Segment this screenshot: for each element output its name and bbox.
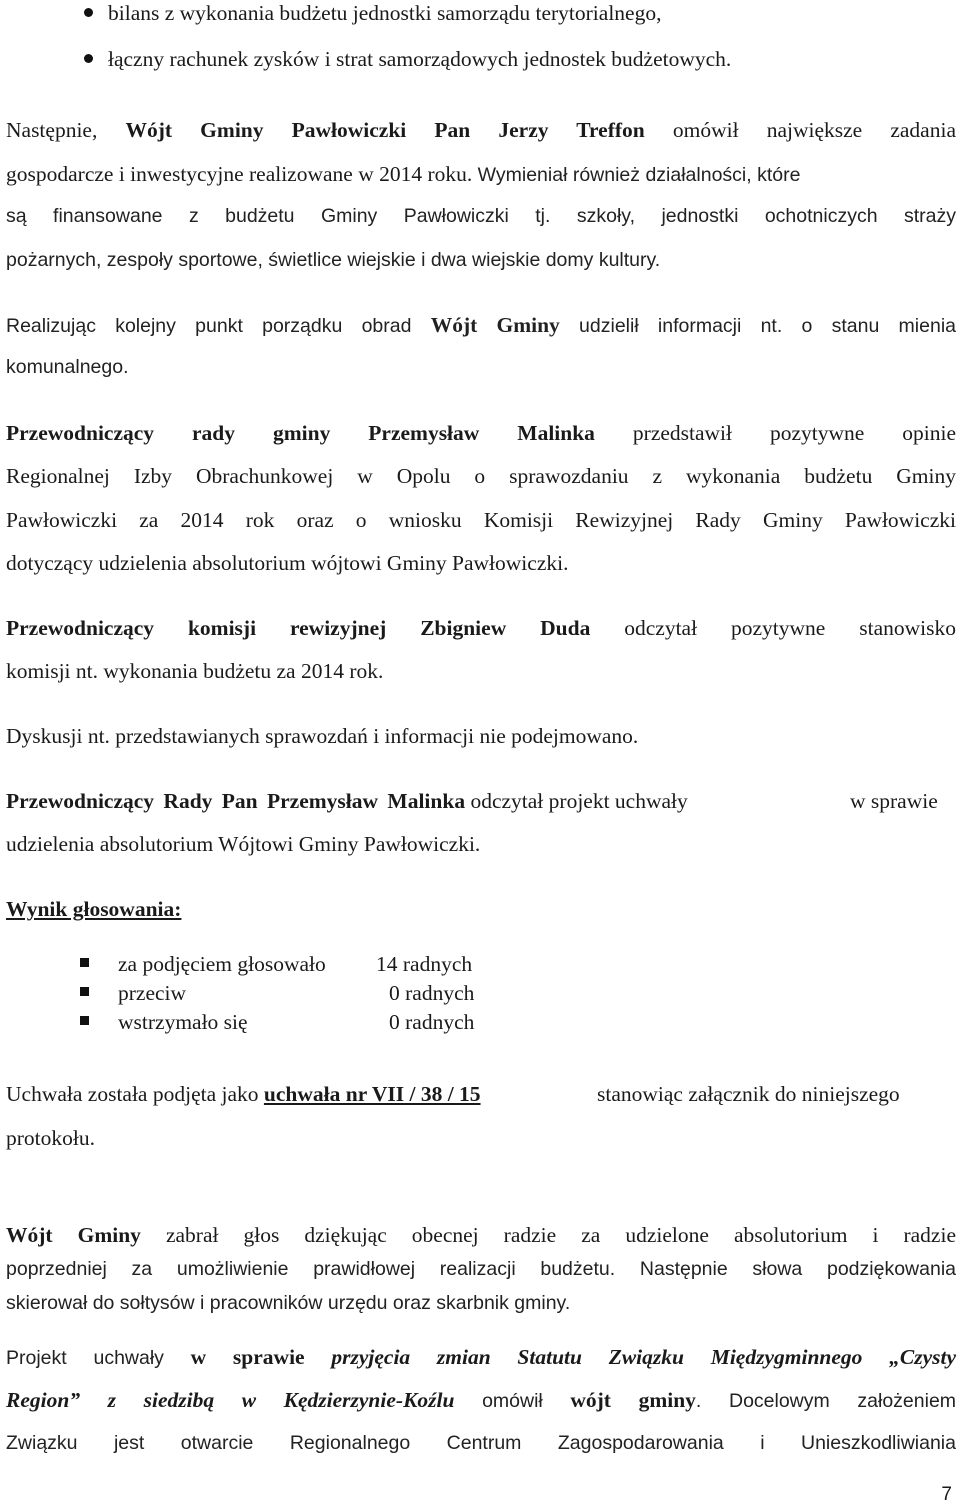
paragraph-line: udzielenia absolutorium Wójtowi Gminy Pawłowiczki. xyxy=(6,832,481,856)
page-number: 7 xyxy=(941,1484,952,1505)
paragraph-line xyxy=(6,1225,956,1247)
resolution-number: uchwała nr VII / 38 / 15 xyxy=(263,1082,481,1106)
square-bullet-icon xyxy=(80,958,89,967)
text-span: w sprawie xyxy=(190,1345,305,1369)
paragraph-line: komunalnego. xyxy=(6,356,129,378)
vote-value: 0 radnych xyxy=(389,981,475,1005)
paragraph-line xyxy=(6,1084,481,1106)
paragraph-line: komisji nt. wykonania budżetu za 2014 rok. xyxy=(6,659,384,683)
text-span: . Docelowym założeniem xyxy=(695,1390,957,1412)
paragraph-line xyxy=(6,120,956,142)
text-span: odczytał projekt uchwały xyxy=(470,789,688,813)
text-span: udzielił informacji nt. o stanu mienia xyxy=(579,315,957,337)
list-item: bilans z wykonania budżetu jednostki samorządu terytorialnego, xyxy=(108,1,662,25)
text-span: omówił największe zadania xyxy=(672,118,956,142)
bullet-dot-icon xyxy=(84,54,93,63)
text-span: Wymieniał również działalności, które xyxy=(477,164,801,186)
project-title: przyjęcia zmian Statutu Związku Międzygminnego „Czysty xyxy=(331,1345,957,1369)
paragraph-line: Pawłowiczki za 2014 rok oraz o wniosku Komisji Rewizyjnej Rady Gminy Pawłowiczki xyxy=(6,508,956,532)
paragraph-line: Dyskusji nt. przedstawianych sprawozdań i informacji nie podejmowano. xyxy=(6,724,639,748)
bullet-dot-icon xyxy=(84,8,93,17)
paragraph-line xyxy=(6,1347,956,1369)
text-span: stanowiąc załącznik do niniejszego xyxy=(597,1082,900,1106)
paragraph-line xyxy=(6,1390,956,1412)
text-span: Realizując kolejny punkt porządku obrad xyxy=(6,315,412,337)
paragraph-line xyxy=(6,618,956,640)
text-span: w sprawie xyxy=(850,789,938,813)
vote-value: 14 radnych xyxy=(376,952,473,976)
mayor-label: wójt gminy xyxy=(570,1388,696,1412)
text-span: omówił xyxy=(482,1390,543,1412)
vote-value: 0 radnych xyxy=(389,1010,475,1034)
paragraph-line: dotyczący udzielenia absolutorium wójtowi Gminy Pawłowiczki. xyxy=(6,551,569,575)
text-span: przedstawił pozytywne opinie xyxy=(632,421,957,445)
paragraph-line xyxy=(6,791,688,813)
vote-label: za podjęciem głosowało xyxy=(118,952,326,976)
committee-chair-name: Przewodniczący komisji rewizyjnej Zbigniew Duda xyxy=(6,616,591,640)
paragraph-line xyxy=(6,423,956,445)
vote-label: wstrzymało się xyxy=(118,1010,248,1034)
paragraph-line: protokołu. xyxy=(6,1126,95,1150)
mayor-label: Wójt Gminy xyxy=(6,1223,141,1247)
paragraph-line xyxy=(6,315,956,337)
square-bullet-icon xyxy=(80,987,89,996)
chairman-name: Przewodniczący Rady Pan Przemysław Malinka xyxy=(6,789,466,813)
vote-label: przeciw xyxy=(118,981,187,1005)
paragraph-line: Regionalnej Izby Obrachunkowej w Opolu o sprawozdaniu z wykonania budżetu Gminy xyxy=(6,464,956,488)
paragraph-line: Związku jest otwarcie Regionalnego Centrum Zagospodarowania i Unieszkodliwiania xyxy=(6,1432,956,1454)
mayor-label: Wójt Gminy xyxy=(430,313,560,337)
project-title: Region” z siedzibą w Kędzierzynie-Koźlu xyxy=(6,1388,455,1412)
text-span: odczytał pozytywne stanowisko xyxy=(624,616,956,640)
paragraph-line xyxy=(6,164,956,186)
chairman-name: Przewodniczący rady gminy Przemysław Malinka xyxy=(6,421,595,445)
paragraph-line: poprzedniej za umożliwienie prawidłowej realizacji budżetu. Następnie słowa podziękowania xyxy=(6,1258,956,1280)
text-span: Uchwała została podjęta jako xyxy=(6,1082,259,1106)
list-item: łączny rachunek zysków i strat samorządowych jednostek budżetowych. xyxy=(108,47,732,71)
text-span: zabrał głos dziękując obecnej radzie za udzielone absolutorium i radzie xyxy=(165,1223,956,1247)
text-group xyxy=(570,1388,956,1412)
text-span: Następnie, xyxy=(6,118,98,142)
paragraph-line: są finansowane z budżetu Gminy Pawłowiczki tj. szkoły, jednostki ochotniczych straży xyxy=(6,205,956,227)
paragraph-line: pożarnych, zespoły sportowe, świetlice wiejskie i dwa wiejskie domy kultury. xyxy=(6,249,661,271)
paragraph-line: skierował do sołtysów i pracowników urzędu oraz skarbnik gminy. xyxy=(6,1292,571,1314)
mayor-name: Wójt Gminy Pawłowiczki Pan Jerzy Treffon xyxy=(125,118,645,142)
vote-heading: Wynik głosowania: xyxy=(6,897,182,921)
text-span: Projekt uchwały xyxy=(6,1347,164,1369)
text-span: gospodarcze i inwestycyjne realizowane w 2014 roku. xyxy=(6,162,473,186)
square-bullet-icon xyxy=(80,1016,89,1025)
